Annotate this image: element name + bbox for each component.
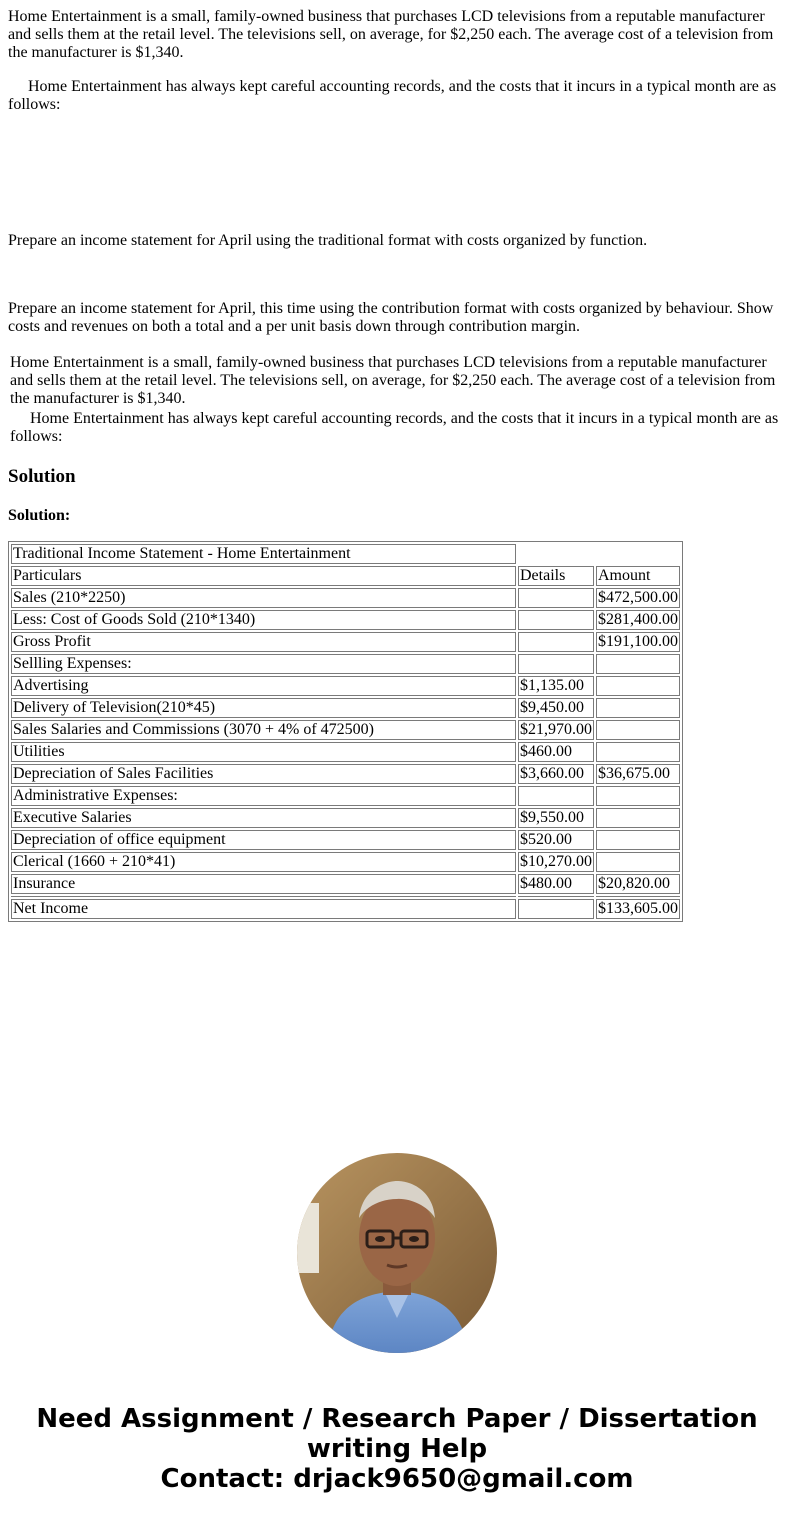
table-row <box>11 720 680 740</box>
table-row <box>11 698 680 718</box>
table-row <box>11 742 680 762</box>
cell-particulars: Delivery of Television(210*45) <box>11 698 516 718</box>
cell-amount: $472,500.00 <box>598 589 678 606</box>
cell-particulars: Sales Salaries and Commissions (3070 + 4% of 472500) <box>11 720 516 740</box>
cell-amount: $133,605.00 <box>598 900 678 917</box>
cell-amount: $191,100.00 <box>598 633 678 650</box>
cell-particulars: Depreciation of Sales Facilities <box>11 764 516 784</box>
cell-particulars: Less: Cost of Goods Sold (210*1340) <box>11 610 516 630</box>
table-row <box>11 676 680 696</box>
cell-details <box>518 588 594 608</box>
table-row <box>11 764 680 784</box>
income-statement-table <box>8 541 683 922</box>
cell-details <box>518 899 594 919</box>
cell-amount <box>596 676 680 696</box>
cell-particulars: Sales (210*2250) <box>11 588 516 608</box>
table-row <box>11 808 680 828</box>
repeat-paragraph-2: Home Entertainment has always kept careful accounting records, and the costs that it incurs in a typical month are as follows: <box>10 410 779 445</box>
table-header-row <box>11 566 680 586</box>
cell-amount <box>596 654 680 674</box>
cell-amount <box>596 720 680 740</box>
cell-amount: $281,400.00 <box>598 611 678 628</box>
cell-details <box>518 610 594 630</box>
cell-particulars: Sellling Expenses: <box>11 654 516 674</box>
cell-details: $3,660.00 <box>518 764 594 784</box>
cell-details: $9,550.00 <box>518 808 594 828</box>
author-avatar <box>297 1153 497 1353</box>
ad-line-1: Need Assignment / Research Paper / Dissertation writing Help <box>36 1404 758 1464</box>
cell-amount <box>596 786 680 806</box>
cell-particulars: Executive Salaries <box>11 808 516 828</box>
cell-particulars: Depreciation of office equipment <box>11 830 516 850</box>
cell-particulars: Clerical (1660 + 210*41) <box>11 852 516 872</box>
task-2-text: Prepare an income statement for April, this time using the contribution format with costs organized by behaviour. Show costs and revenues on both a total and a per unit basis down through contribution margin. <box>8 300 774 335</box>
header-amount: Amount <box>596 566 680 586</box>
table-row <box>11 632 680 652</box>
cell-particulars: Advertising <box>11 676 516 696</box>
cell-amount <box>596 830 680 850</box>
cell-details: $1,135.00 <box>518 676 594 696</box>
cell-particulars: Utilities <box>11 742 516 762</box>
cell-amount <box>596 742 680 762</box>
cell-details: $9,450.00 <box>518 698 594 718</box>
cell-particulars: Insurance <box>11 874 516 894</box>
cell-amount <box>596 698 680 718</box>
table-row <box>11 654 680 674</box>
cell-details: $480.00 <box>518 874 594 894</box>
ad-banner <box>0 1404 794 1494</box>
cell-amount: $36,675.00 <box>596 764 680 784</box>
cell-details: $21,970.00 <box>520 721 592 738</box>
cell-amount <box>596 852 680 872</box>
table-row <box>11 610 680 630</box>
intro-paragraph-2: Home Entertainment has always kept careful accounting records, and the costs that it incurs in a typical month are as follows: <box>8 78 777 113</box>
cell-details <box>518 786 594 806</box>
cell-details: $460.00 <box>518 742 594 762</box>
cell-details: $10,270.00 <box>520 853 592 870</box>
table-row <box>11 852 680 872</box>
table-row <box>11 874 680 894</box>
cell-particulars: Net Income <box>11 899 516 919</box>
cell-details <box>518 632 594 652</box>
table-row <box>11 588 680 608</box>
intro-paragraph-1: Home Entertainment is a small, family-owned business that purchases LCD televisions from a reputable manufacturer and sells them at the retail level. The televisions sell, on average, for $2,250 each. The average cost of a television from the manufacturer is $1,340. <box>8 8 774 61</box>
repeat-paragraph-1: Home Entertainment is a small, family-owned business that purchases LCD televisions from a reputable manufacturer and sells them at the retail level. The televisions sell, on average, for $2,250 each. The average cost of a television from the manufacturer is $1,340. <box>10 354 776 407</box>
cell-amount: $20,820.00 <box>596 874 680 894</box>
table-row <box>11 830 680 850</box>
cell-details <box>518 654 594 674</box>
table-title-row <box>11 544 680 564</box>
header-particulars: Particulars <box>11 566 516 586</box>
solution-subheading: Solution: <box>8 507 71 524</box>
ad-contact: Contact: drjack9650@gmail.com <box>160 1464 634 1494</box>
cell-particulars: Administrative Expenses: <box>11 786 516 806</box>
table-title: Traditional Income Statement - Home Entertainment <box>11 544 516 564</box>
solution-heading: Solution <box>8 466 76 487</box>
table-separator <box>11 896 680 897</box>
cell-particulars: Gross Profit <box>11 632 516 652</box>
header-details: Details <box>518 566 594 586</box>
cell-details: $520.00 <box>518 830 594 850</box>
author-photo <box>297 1153 497 1353</box>
table-row <box>11 786 680 806</box>
task-1-text: Prepare an income statement for April using the traditional format with costs organized by function. <box>8 232 648 249</box>
net-income-row <box>11 899 680 919</box>
cell-amount <box>596 808 680 828</box>
